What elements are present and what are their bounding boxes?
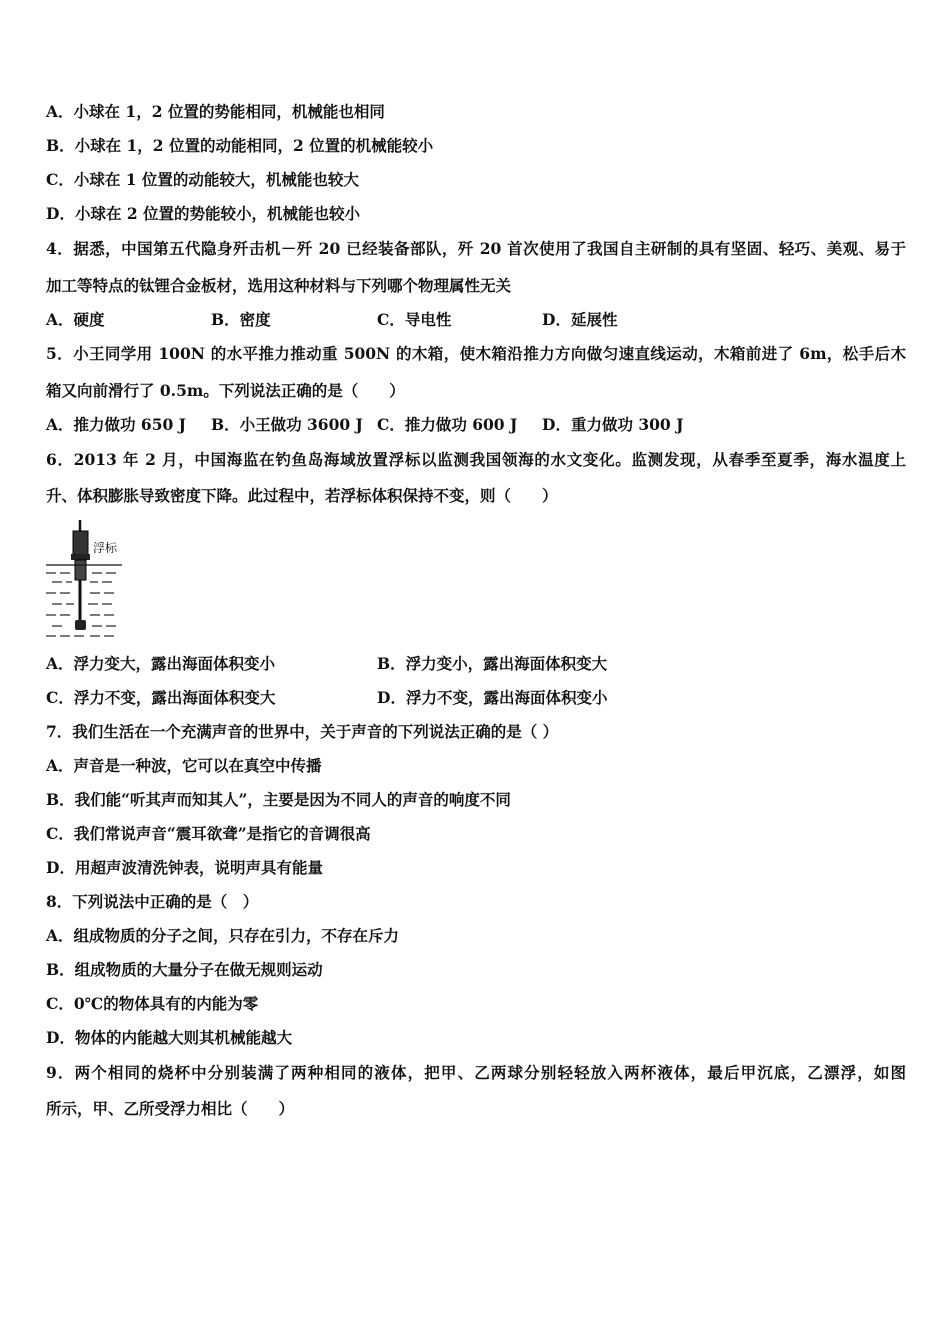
q5-option-d: D．重力做功 300 J: [542, 415, 684, 434]
q8-stem: 8．下列说法中正确的是（ ）: [46, 892, 259, 911]
q5-stem-line1: 5．小王同学用 100N 的水平推力推动重 500N 的木箱，使木箱沿推力方向做匀速直线运动，木箱前进了 6m，松手后木: [46, 344, 906, 363]
q6-stem-line2: 升、体积膨胀导致密度下降。此过程中，若浮标体积保持不变，则（ ）: [46, 486, 558, 505]
buoy-diagram: [44, 518, 126, 640]
q6-option-d: D．浮力不变，露出海面体积变小: [377, 688, 608, 707]
q4-option-d: D．延展性: [542, 310, 618, 329]
q6-option-b: B．浮力变小，露出海面体积变大: [377, 654, 608, 673]
q4-option-a: A．硬度: [46, 310, 105, 329]
q8-option-b: B．组成物质的大量分子在做无规则运动: [46, 960, 323, 979]
q7-stem: 7．我们生活在一个充满声音的世界中，关于声音的下列说法正确的是（ ）: [46, 722, 559, 741]
q4-option-b: B．密度: [211, 310, 271, 329]
q3-option-a: A．小球在 1，2 位置的势能相同，机械能也相同: [46, 102, 385, 121]
buoy-figure: [44, 518, 126, 640]
q6-option-a: A．浮力变大，露出海面体积变小: [46, 654, 276, 673]
q5-stem-line2: 箱又向前滑行了 0.5m。下列说法正确的是（ ）: [46, 381, 405, 400]
q7-option-a: A．声音是一种波，它可以在真空中传播: [46, 756, 322, 775]
buoy-label: 浮标: [93, 541, 118, 555]
q8-option-d: D．物体的内能越大则其机械能越大: [46, 1028, 292, 1047]
q3-option-c: C．小球在 1 位置的动能较大，机械能也较大: [46, 170, 359, 189]
q4-stem-line1: 4．据悉，中国第五代隐身歼击机－歼 20 已经装备部队，歼 20 首次使用了我国自主研制的具有坚固、轻巧、美观、易于: [46, 239, 906, 258]
q8-option-c: C．0℃的物体具有的内能为零: [46, 994, 259, 1013]
q4-option-c: C．导电性: [377, 310, 452, 329]
q4-stem-line2: 加工等特点的钛锂合金板材，选用这种材料与下列哪个物理属性无关: [46, 276, 512, 295]
q5-option-a: A．推力做功 650 J: [46, 415, 187, 434]
q7-option-d: D．用超声波清洗钟表，说明声具有能量: [46, 858, 323, 877]
q6-option-c: C．浮力不变，露出海面体积变大: [46, 688, 276, 707]
q9-stem-line2: 所示，甲、乙所受浮力相比（ ）: [46, 1099, 295, 1118]
q7-option-c: C．我们常说声音“震耳欲聋”是指它的音调很高: [46, 824, 371, 843]
q3-option-d: D．小球在 2 位置的势能较小，机械能也较小: [46, 204, 361, 223]
q6-stem-line1: 6．2013 年 2 月，中国海监在钓鱼岛海域放置浮标以监测我国领海的水文变化。监测发现，从春季至夏季，海水温度上: [46, 450, 906, 469]
q5-option-c: C．推力做功 600 J: [377, 415, 518, 434]
q3-option-b: B．小球在 1，2 位置的动能相同，2 位置的机械能较小: [46, 136, 434, 155]
q8-option-a: A．组成物质的分子之间，只存在引力，不存在斥力: [46, 926, 400, 945]
q5-option-b: B．小王做功 3600 J: [211, 415, 363, 434]
q9-stem-line1: 9．两个相同的烧杯中分别装满了两种相同的液体，把甲、乙两球分别轻轻放入两杯液体，最后甲沉底，乙漂浮，如图: [46, 1063, 906, 1082]
q7-option-b: B．我们能“听其声而知其人”，主要是因为不同人的声音的响度不同: [46, 790, 511, 809]
